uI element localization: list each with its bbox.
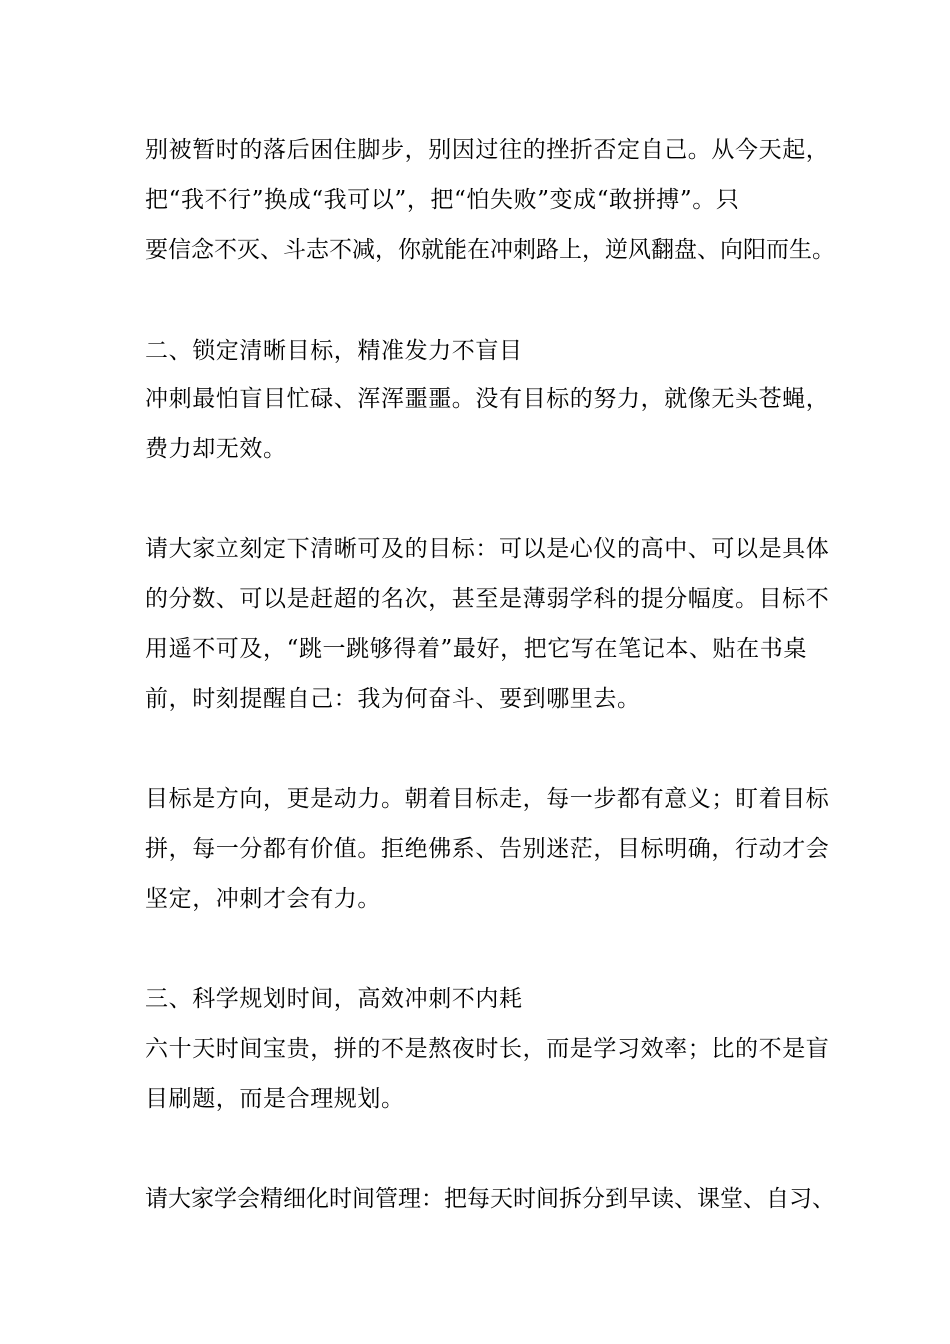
section-heading: 二、锁定清晰目标，精准发力不盲目 — [145, 338, 523, 364]
paragraph-line: 坚定，冲刺才会有力。 — [145, 886, 381, 912]
paragraph-line: 前，时刻提醒自己：我为何奋斗、要到哪里去。 — [145, 686, 641, 712]
paragraph-line: 要信念不灭、斗志不减，你就能在冲刺路上，逆风翻盘、向阳而生。 — [145, 237, 835, 263]
paragraph-line: 冲刺最怕盲目忙碌、浑浑噩噩。没有目标的努力，就像无头苍蝇， — [145, 386, 830, 412]
paragraph-line: 把“我不行”换成“我可以”，把“怕失败”变成“敢拼搏”。只 — [145, 187, 740, 213]
paragraph-line: 目标是方向，更是动力。朝着目标走，每一步都有意义；盯着目标 — [145, 786, 830, 812]
paragraph-line: 请大家学会精细化时间管理：把每天时间拆分到早读、课堂、自习、 — [145, 1186, 835, 1212]
paragraph-line: 用遥不可及，“跳一跳够得着”最好，把它写在笔记本、贴在书桌 — [145, 636, 807, 662]
paragraph-line: 拼，每一分都有价值。拒绝佛系、告别迷茫，目标明确，行动才会 — [145, 836, 830, 862]
paragraph-line: 目刷题，而是合理规划。 — [145, 1086, 405, 1112]
paragraph-line: 请大家立刻定下清晰可及的目标：可以是心仪的高中、可以是具体 — [145, 536, 830, 562]
paragraph-line: 别被暂时的落后困住脚步，别因过往的挫折否定自己。从今天起， — [145, 137, 830, 163]
paragraph-line: 费力却无效。 — [145, 436, 287, 462]
paragraph-line: 的分数、可以是赶超的名次，甚至是薄弱学科的提分幅度。目标不 — [145, 586, 830, 612]
section-heading: 三、科学规划时间，高效冲刺不内耗 — [145, 986, 523, 1012]
paragraph-line: 六十天时间宝贵，拼的不是熬夜时长，而是学习效率；比的不是盲 — [145, 1036, 830, 1062]
